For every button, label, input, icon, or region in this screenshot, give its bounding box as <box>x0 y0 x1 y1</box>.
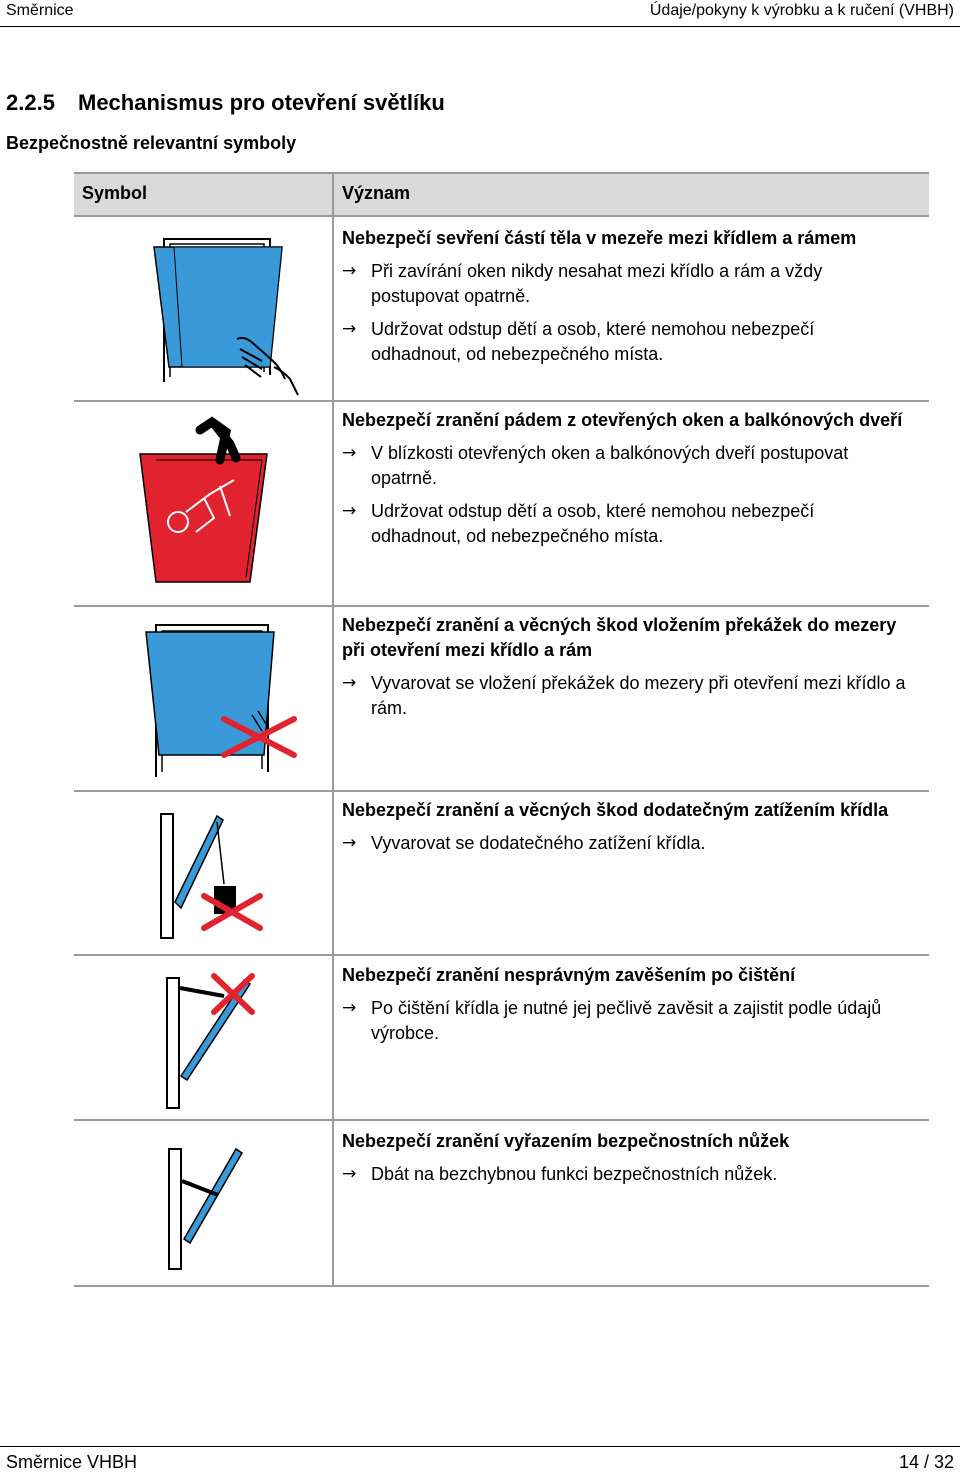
table-row <box>74 217 929 402</box>
obstacle-hazard-icon <box>74 607 332 790</box>
column-header-symbol: Symbol <box>82 183 148 203</box>
risk-heading: Nebezpečí zranění nesprávným zavěšením po čištění <box>342 965 796 985</box>
section-title-text: Mechanismus pro otevření světlíku <box>78 90 445 115</box>
table-header <box>74 172 929 217</box>
instruction: → Vyvarovat se vložení překážek do mezery při otevření mezi křídlo a rám. <box>342 673 906 718</box>
instruction: → Udržovat odstup dětí a osob, které nemohou nebezpečí odhadnout, od nebezpečného místa. <box>342 501 815 546</box>
table-row <box>74 1121 929 1287</box>
row-meaning <box>342 1129 909 1187</box>
header-right: Údaje/pokyny k výrobku a k ručení (VHBH) <box>649 2 954 19</box>
instruction: → Po čištění křídla je nutné jej pečlivě zavěsit a zajistit podle údajů výrobce. <box>342 998 882 1043</box>
instruction: → Dbát na bezchybnou funkci bezpečnostních nůžek. <box>342 1162 909 1187</box>
page-number: 14 / 32 <box>898 1452 954 1472</box>
arrow-icon: → <box>342 998 357 1018</box>
row-meaning <box>342 408 909 549</box>
risk-heading: Nebezpečí zranění a věcných škod vložením překážek do mezery při otevření mezi křídlo a rám <box>342 615 897 660</box>
risk-heading: Nebezpečí zranění vyřazením bezpečnostních nůžek <box>342 1131 790 1151</box>
page-header <box>0 0 960 28</box>
hanging-hazard-icon <box>74 956 332 1119</box>
arrow-icon: → <box>342 501 357 521</box>
arrow-icon: → <box>342 319 357 339</box>
row-meaning <box>342 963 909 1046</box>
fall-hazard-icon <box>74 402 332 605</box>
footer-left: Směrnice VHBH <box>6 1452 138 1472</box>
instruction: → Udržovat odstup dětí a osob, které nemohou nebezpečí odhadnout, od nebezpečného místa. <box>342 319 815 364</box>
risk-heading: Nebezpečí zranění a věcných škod dodatečným zatížením křídla <box>342 800 889 820</box>
risk-heading: Nebezpečí sevření částí těla v mezeře mezi křídlem a rámem <box>342 228 857 248</box>
row-meaning <box>342 613 909 721</box>
table-row <box>74 792 929 956</box>
row-meaning <box>342 226 909 367</box>
subtitle: Bezpečnostně relevantní symboly <box>6 133 297 153</box>
safety-symbols-table <box>74 172 929 1287</box>
column-header-meaning: Význam <box>342 183 411 203</box>
row-meaning <box>342 798 909 856</box>
footer-rule <box>0 1446 960 1447</box>
header-left: Směrnice <box>6 2 74 19</box>
table-row <box>74 607 929 792</box>
instruction: → Vyvarovat se dodatečného zatížení křídla. <box>342 831 909 856</box>
arrow-icon: → <box>342 833 357 853</box>
scissors-safety-icon <box>74 1121 332 1285</box>
section-number: 2.2.5 <box>6 90 55 115</box>
table-row <box>74 402 929 607</box>
table-row <box>74 956 929 1121</box>
load-hazard-icon <box>74 792 332 954</box>
instruction: → Při zavírání oken nikdy nesahat mezi křídlo a rám a vždy postupovat opatrně. <box>342 261 823 306</box>
instruction: → V blízkosti otevřených oken a balkónových dveří postupovat opatrně. <box>342 443 849 488</box>
header-rule <box>0 26 960 27</box>
arrow-icon: → <box>342 443 357 463</box>
arrow-icon: → <box>342 1164 357 1184</box>
arrow-icon: → <box>342 673 357 693</box>
risk-heading: Nebezpečí zranění pádem z otevřených oken a balkónových dveří <box>342 410 903 430</box>
arrow-icon: → <box>342 261 357 281</box>
pinch-hazard-icon <box>74 217 332 400</box>
section-title <box>6 90 445 116</box>
